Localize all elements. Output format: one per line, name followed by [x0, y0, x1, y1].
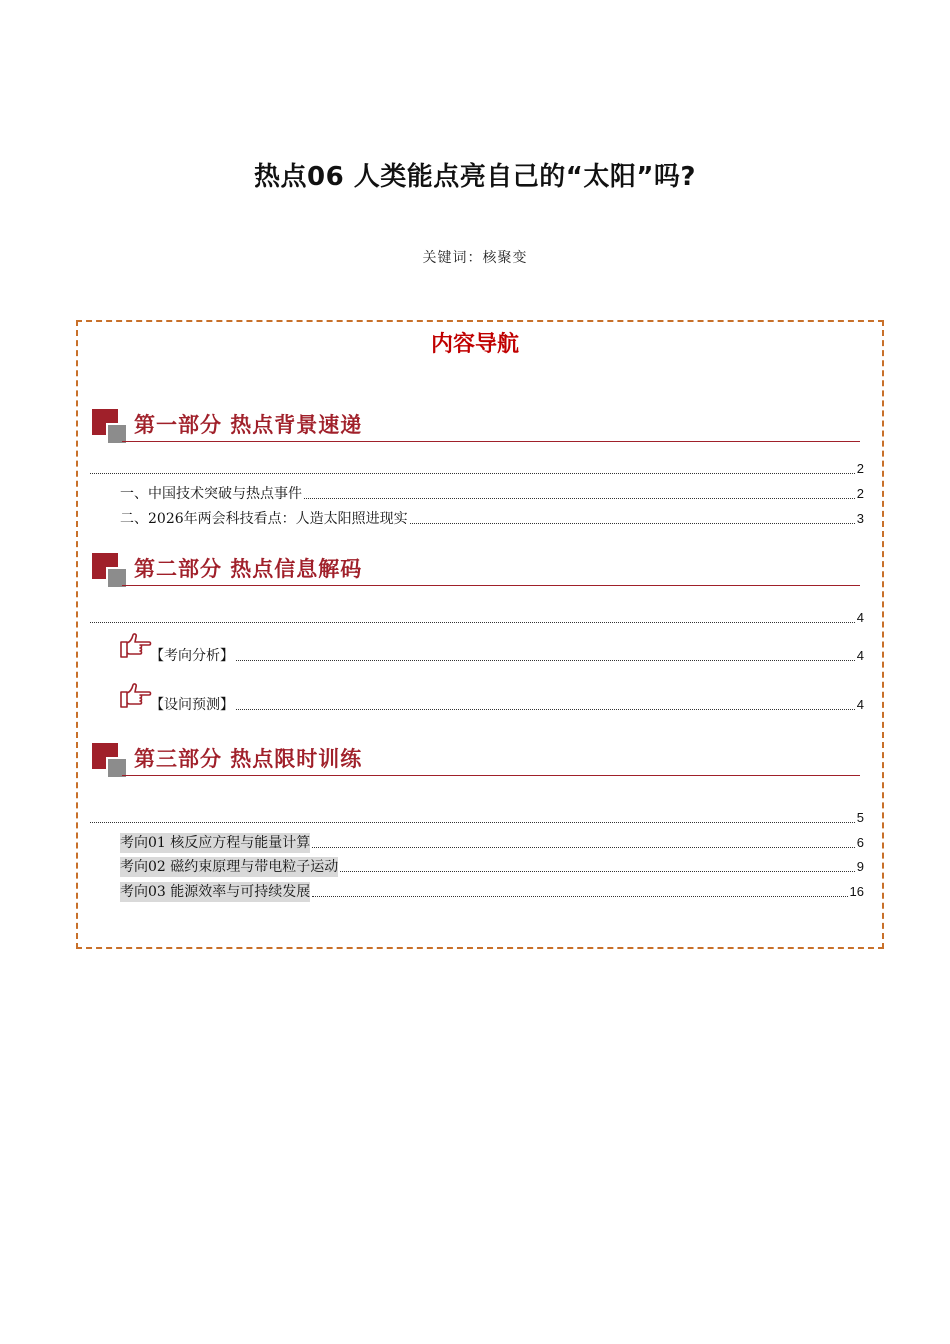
section-heading-text: 第二部分 热点信息解码 — [134, 557, 363, 581]
pointing-hand-icon — [118, 682, 152, 712]
toc-row[interactable] — [150, 646, 864, 666]
toc-label: 【考向分析】 — [150, 648, 234, 664]
toc-row[interactable] — [120, 882, 864, 902]
page-number: 4 — [856, 648, 864, 663]
page-number: 16 — [849, 884, 864, 899]
page-number: 3 — [856, 511, 864, 526]
section-heading-text: 第一部分 热点背景速递 — [134, 413, 363, 437]
toc-label: 考向01 核反应方程与能量计算 — [120, 835, 311, 851]
section-underline — [122, 585, 860, 586]
section-underline — [122, 775, 860, 776]
toc-label: 【设问预测】 — [150, 697, 234, 713]
page-number: 2 — [856, 486, 864, 501]
section-underline — [122, 441, 860, 442]
toc-label: 考向03 能源效率与可持续发展 — [120, 884, 311, 900]
section-heading-3 — [92, 743, 860, 785]
pointing-hand-icon — [118, 632, 152, 662]
page-number: 4 — [856, 610, 864, 625]
leader-dots — [312, 847, 855, 848]
leader-dots — [90, 822, 855, 823]
page-number: 9 — [856, 859, 864, 874]
leader-dots — [410, 523, 855, 524]
toc-row-section-3[interactable] — [88, 808, 864, 828]
navigation-title: 内容导航 — [430, 332, 519, 357]
page-number: 4 — [856, 697, 864, 712]
section-heading-2 — [92, 553, 860, 595]
toc-row-section-1[interactable] — [88, 459, 864, 479]
toc-row-section-2[interactable] — [88, 608, 864, 628]
leader-dots — [304, 498, 855, 499]
toc-label: 一、中国技术突破与热点事件 — [120, 486, 302, 502]
toc-row[interactable] — [120, 857, 864, 877]
leader-dots — [236, 709, 855, 710]
toc-row[interactable] — [120, 484, 864, 504]
toc-label: 二、2026年两会科技看点：人造太阳照进现实 — [120, 511, 408, 527]
leader-dots — [340, 871, 855, 872]
page-number: 5 — [856, 810, 864, 825]
toc-row[interactable] — [150, 695, 864, 715]
toc-row[interactable] — [120, 509, 864, 529]
leader-dots — [90, 473, 855, 474]
page-title: 热点06 人类能点亮自己的“太阳”吗? — [254, 162, 696, 192]
page-number: 6 — [856, 835, 864, 850]
leader-dots — [236, 660, 855, 661]
keywords-line: 关键词：核聚变 — [422, 250, 528, 266]
leader-dots — [312, 896, 847, 897]
section-heading-text: 第三部分 热点限时训练 — [134, 747, 363, 771]
leader-dots — [90, 622, 855, 623]
toc-label: 考向02 磁约束原理与带电粒子运动 — [120, 859, 339, 875]
page-number: 2 — [856, 461, 864, 476]
section-heading-1 — [92, 409, 860, 451]
toc-row[interactable] — [120, 833, 864, 853]
